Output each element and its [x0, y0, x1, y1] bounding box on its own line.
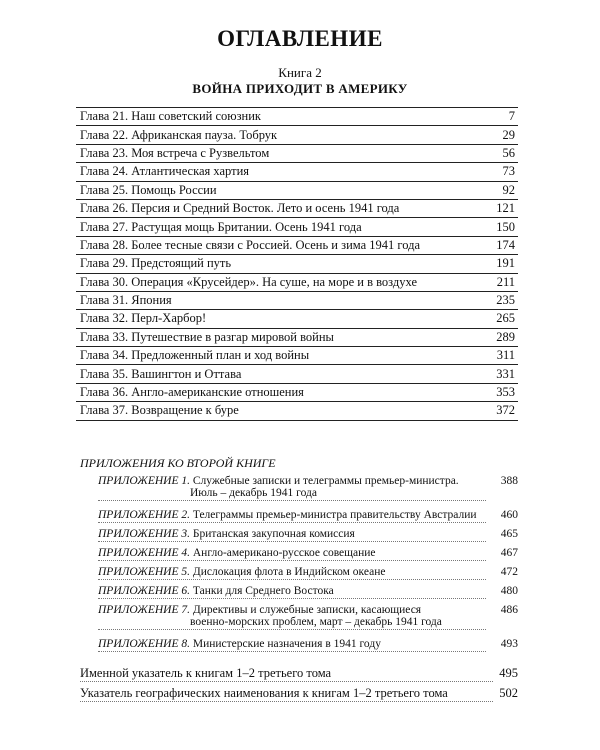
appendix-label: ПРИЛОЖЕНИЕ 1. [98, 475, 190, 487]
page-title: ОГЛАВЛЕНИЕ [217, 26, 383, 51]
chapter-title: Глава 21. Наш советский союзник [80, 109, 261, 124]
chapter-row [76, 310, 518, 328]
chapter-title: Глава 33. Путешествие в разгар мировой войны [80, 329, 334, 344]
appendix-text: Британская закупочная комиссия [192, 528, 355, 540]
chapter-row [76, 237, 518, 255]
chapter-page: 289 [496, 329, 515, 344]
appendix-text: Директивы и служебные записки, касающиеся [192, 604, 422, 616]
index-page: 502 [499, 686, 518, 700]
appendix-text-block [98, 585, 486, 599]
chapter-row [76, 182, 518, 200]
appendix-page: 480 [500, 585, 518, 597]
appendix-row [98, 566, 518, 580]
chapter-page: 191 [496, 256, 515, 271]
appendix-label: ПРИЛОЖЕНИЕ 3. [98, 528, 190, 540]
appendix-text-block [98, 566, 486, 580]
chapter-title: Глава 29. Предстоящий путь [80, 256, 232, 271]
appendix-text-continued: Июль – декабрь 1941 года [190, 487, 317, 499]
chapter-row [76, 365, 518, 383]
chapter-page: 73 [502, 164, 515, 179]
chapter-title: Глава 22. Африканская пауза. Тобрук [80, 127, 278, 142]
chapter-title: Глава 23. Моя встреча с Рузвельтом [80, 145, 270, 160]
chapter-row [76, 163, 518, 181]
appendix-row [98, 528, 518, 542]
appendix-label: ПРИЛОЖЕНИЕ 4. [98, 547, 190, 559]
chapter-row [76, 384, 518, 402]
appendix-label: ПРИЛОЖЕНИЕ 5. [98, 566, 190, 578]
appendix-page: 460 [500, 509, 518, 521]
index-title: Указатель географических наименования к книгам 1–2 третьего тома [80, 686, 493, 702]
chapter-title: Глава 32. Перл-Харбор! [80, 311, 207, 326]
chapter-title: Глава 28. Более тесные связи с Россией. Осень и зима 1941 года [80, 237, 420, 252]
chapter-row [76, 108, 518, 126]
chapter-page: 211 [496, 274, 515, 289]
chapter-page: 121 [496, 201, 515, 216]
appendix-page: 486 [500, 604, 518, 616]
appendix-page: 465 [500, 528, 518, 540]
book-title: ВОЙНА ПРИХОДИТ В АМЕРИКУ [192, 81, 408, 96]
appendix-label: ПРИЛОЖЕНИЕ 8. [98, 638, 190, 650]
appendix-text: Англо-американо-русское совещание [192, 547, 376, 559]
chapter-row [76, 145, 518, 163]
appendix-text-block [98, 638, 486, 652]
appendix-text-block [98, 509, 486, 523]
index-title: Именной указатель к книгам 1–2 третьего тома [80, 666, 493, 682]
appendix-text-block [98, 604, 486, 630]
book-label: Книга 2 [278, 65, 322, 80]
index-row [80, 666, 518, 682]
chapter-title: Глава 31. Япония [80, 293, 172, 308]
chapter-title: Глава 30. Операция «Крусейдер». На суше, на море и в воздухе [80, 274, 417, 289]
chapter-page: 7 [508, 109, 515, 124]
chapter-page: 311 [496, 348, 515, 363]
chapter-row [76, 274, 518, 292]
chapter-page: 92 [502, 182, 515, 197]
chapter-page: 56 [502, 145, 515, 160]
chapter-page: 235 [496, 293, 515, 308]
chapter-title: Глава 34. Предложенный план и ход войны [80, 348, 310, 363]
chapter-list [76, 107, 518, 421]
appendix-row [98, 585, 518, 599]
chapter-title: Глава 35. Вашингтон и Оттава [80, 366, 242, 381]
appendix-text: Служебные записки и телеграммы премьер-министра. [192, 475, 459, 487]
appendix-text: Дислокация флота в Индийском океане [192, 566, 386, 578]
chapter-row [76, 218, 518, 236]
appendix-row [98, 604, 518, 630]
appendix-row [98, 509, 518, 523]
chapter-page: 372 [496, 403, 515, 418]
appendix-text: Танки для Среднего Востока [192, 585, 334, 597]
appendix-page: 472 [500, 566, 518, 578]
chapter-title: Глава 27. Растущая мощь Британии. Осень 1941 года [80, 219, 362, 234]
appendix-text-block [98, 547, 486, 561]
appendix-page: 388 [500, 475, 518, 487]
appendix-label: ПРИЛОЖЕНИЕ 6. [98, 585, 190, 597]
chapter-row [76, 126, 518, 144]
appendix-text: Телеграммы премьер-министра правительству Австралии [192, 509, 477, 521]
chapter-title: Глава 24. Атлантическая хартия [80, 164, 250, 179]
chapter-title: Глава 37. Возвращение к буре [80, 403, 239, 418]
appendix-label: ПРИЛОЖЕНИЕ 7. [98, 604, 190, 616]
index-row [80, 686, 518, 702]
appendix-text-block [98, 475, 486, 501]
appendix-row [98, 475, 518, 501]
chapter-page: 353 [496, 385, 515, 400]
chapter-title: Глава 25. Помощь России [80, 182, 217, 197]
appendix-text-continued: военно-морских проблем, март – декабрь 1941 года [190, 616, 442, 628]
chapter-page: 29 [502, 127, 515, 142]
chapter-page: 174 [496, 237, 515, 252]
chapter-page: 150 [496, 219, 515, 234]
appendix-page: 493 [500, 638, 518, 650]
appendix-text-block [98, 528, 486, 542]
chapter-row [76, 255, 518, 273]
appendix-row [98, 547, 518, 561]
chapter-title: Глава 26. Персия и Средний Восток. Лето и осень 1941 года [80, 201, 400, 216]
index-page: 495 [499, 666, 518, 680]
chapter-page: 331 [496, 366, 515, 381]
chapter-row [76, 200, 518, 218]
appendix-row [98, 638, 518, 652]
appendix-text: Министерские назначения в 1941 году [192, 638, 381, 650]
chapter-row [76, 402, 518, 420]
chapter-row [76, 347, 518, 365]
chapter-row [76, 292, 518, 310]
chapter-page: 265 [496, 311, 515, 326]
appendices-heading: ПРИЛОЖЕНИЯ КО ВТОРОЙ КНИГЕ [80, 456, 276, 470]
appendix-label: ПРИЛОЖЕНИЕ 2. [98, 509, 190, 521]
appendix-page: 467 [500, 547, 518, 559]
chapter-title: Глава 36. Англо-американские отношения [80, 385, 304, 400]
chapter-row [76, 329, 518, 347]
